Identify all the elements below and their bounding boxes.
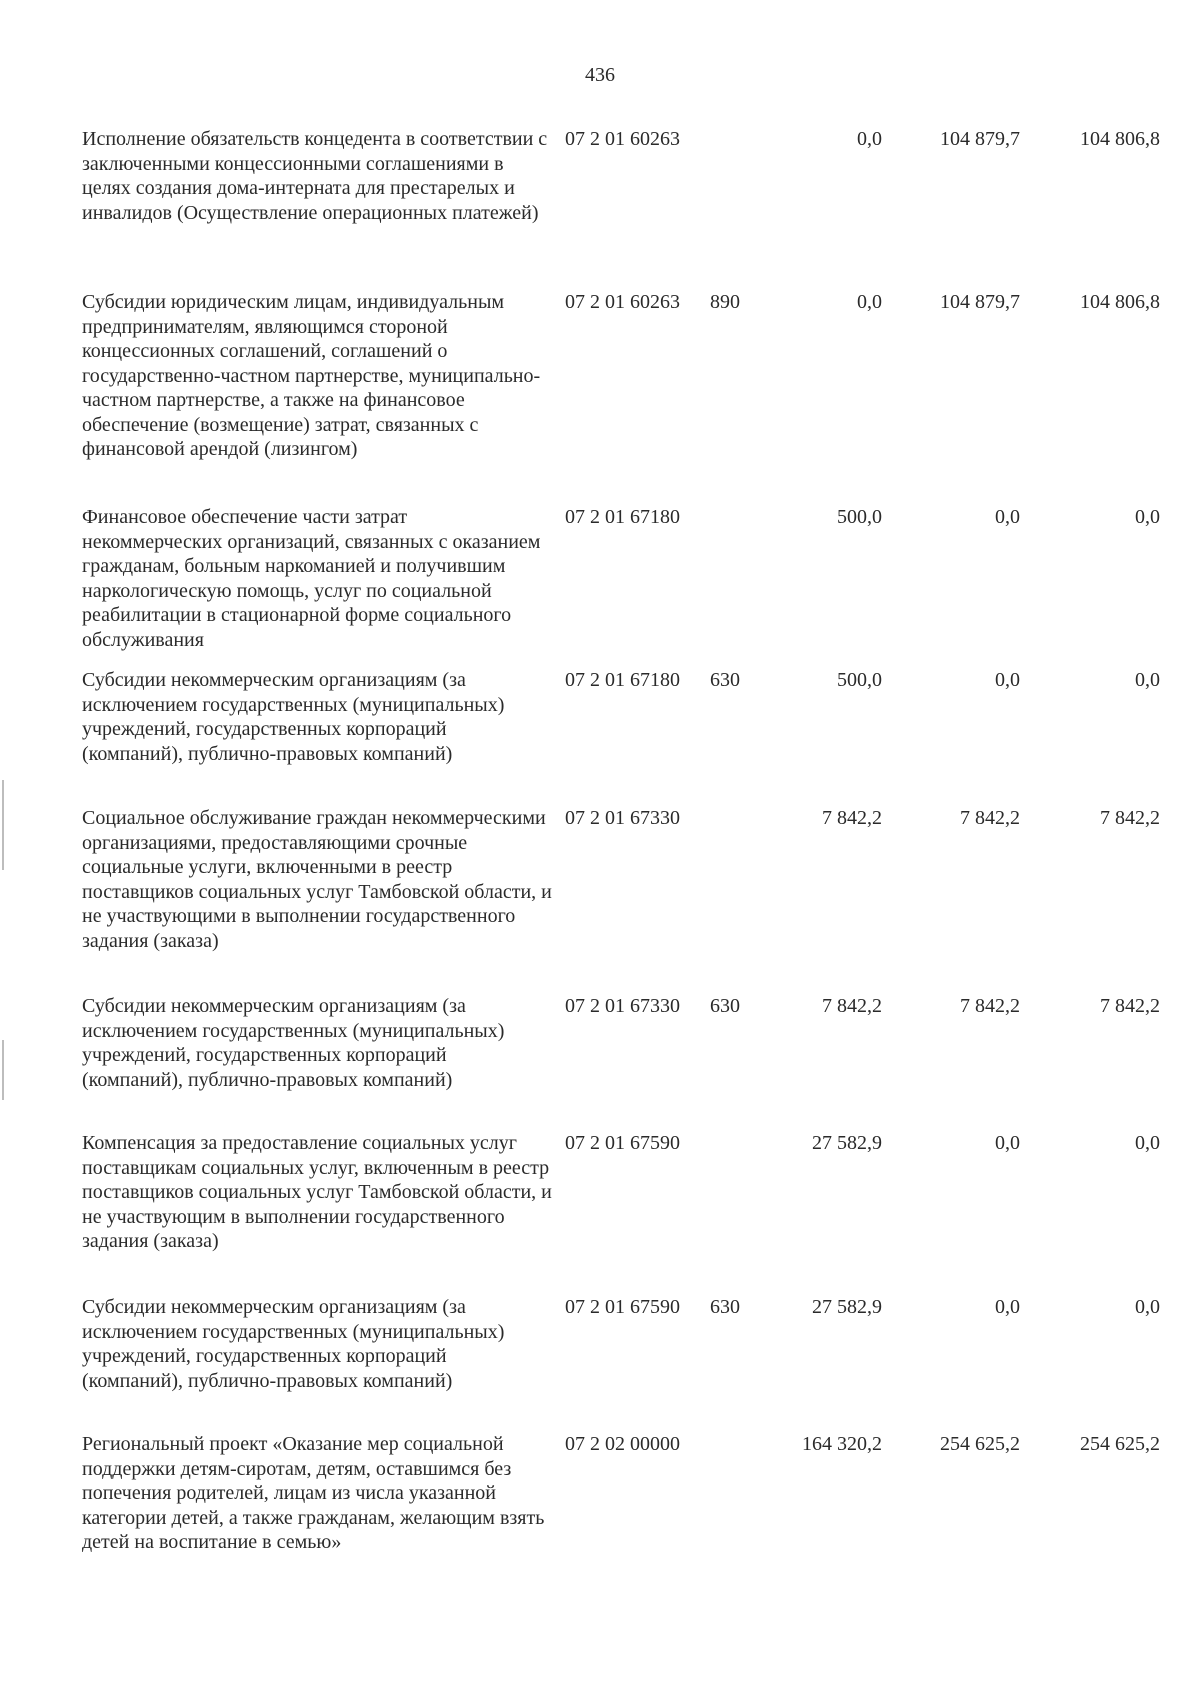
- row-value-3: 104 806,8: [1080, 128, 1160, 150]
- row-target-code: 07 2 01 67330: [565, 995, 680, 1017]
- row-name: Субсидии некоммерческим организациям (за исключением государственных (муниципальных) учреждений, государственных корпораций (компаний), публично-правовых компаний): [82, 995, 505, 1091]
- row-value-2: 0,0: [995, 1296, 1020, 1318]
- row-value-3: 0,0: [1135, 669, 1160, 691]
- row-expense-type: 630: [710, 669, 740, 691]
- row-name: Субсидии юридическим лицам, индивидуальным предпринимателям, являющимся стороной концессионных соглашений, соглашений о государственно-частном партнерстве, муниципально-частном партнерстве, а также на финансовое обеспечение (возмещение) затрат, связанных с финансовой арендой (лизингом): [82, 291, 541, 460]
- row-value-3: 104 806,8: [1080, 291, 1160, 313]
- row-target-code: 07 2 02 00000: [565, 1433, 680, 1455]
- row-value-3: 7 842,2: [1100, 995, 1160, 1017]
- row-value-1: 7 842,2: [822, 807, 882, 829]
- row-value-2: 104 879,7: [940, 128, 1020, 150]
- row-value-1: 27 582,9: [812, 1132, 882, 1154]
- row-value-1: 500,0: [837, 506, 882, 528]
- row-value-2: 254 625,2: [940, 1433, 1020, 1455]
- row-value-2: 0,0: [995, 669, 1020, 691]
- row-value-3: 0,0: [1135, 1132, 1160, 1154]
- row-value-3: 0,0: [1135, 1296, 1160, 1318]
- row-name: Исполнение обязательств концедента в соответствии с заключенными концессионными соглашениями в целях создания дома-интерната для престарелых и инвалидов (Осуществление операционных платежей): [82, 128, 548, 224]
- row-value-3: 7 842,2: [1100, 807, 1160, 829]
- page-number: 436: [585, 64, 615, 86]
- row-value-2: 0,0: [995, 506, 1020, 528]
- row-name: Социальное обслуживание граждан некоммерческими организациями, предоставляющими срочные социальные услуги, включенными в реестр поставщиков социальных услуг Тамбовской области, и не участвующими в выполнении государственного задания (заказа): [82, 807, 552, 952]
- row-target-code: 07 2 01 67590: [565, 1296, 680, 1318]
- row-value-2: 7 842,2: [960, 807, 1020, 829]
- row-value-2: 104 879,7: [940, 291, 1020, 313]
- row-value-1: 0,0: [857, 291, 882, 313]
- row-name: Региональный проект «Оказание мер социальной поддержки детям-сиротам, детям, оставшимся без попечения родителей, лицам из числа указанной категории детей, а также гражданам, желающим взять детей на воспитание в семью»: [82, 1433, 545, 1553]
- row-value-3: 254 625,2: [1080, 1433, 1160, 1455]
- scan-edge-mark: [2, 780, 4, 870]
- scan-edge-mark: [2, 1040, 4, 1100]
- row-expense-type: 630: [710, 995, 740, 1017]
- row-value-1: 7 842,2: [822, 995, 882, 1017]
- row-value-2: 7 842,2: [960, 995, 1020, 1017]
- row-value-1: 0,0: [857, 128, 882, 150]
- row-value-3: 0,0: [1135, 506, 1160, 528]
- row-target-code: 07 2 01 67330: [565, 807, 680, 829]
- row-expense-type: 630: [710, 1296, 740, 1318]
- row-value-1: 164 320,2: [802, 1433, 882, 1455]
- row-value-1: 500,0: [837, 669, 882, 691]
- row-value-1: 27 582,9: [812, 1296, 882, 1318]
- row-value-2: 0,0: [995, 1132, 1020, 1154]
- row-target-code: 07 2 01 67180: [565, 669, 680, 691]
- row-target-code: 07 2 01 60263: [565, 291, 680, 313]
- row-name: Субсидии некоммерческим организациям (за исключением государственных (муниципальных) учреждений, государственных корпораций (компаний), публично-правовых компаний): [82, 669, 505, 765]
- row-name: Финансовое обеспечение части затрат некоммерческих организаций, связанных с оказанием гражданам, больным наркоманией и получившим наркологическую помощь, услуг по социальной реабилитации в стационарной форме социального обслуживания: [82, 506, 541, 651]
- row-name: Компенсация за предоставление социальных услуг поставщикам социальных услуг, включенным в реестр поставщиков социальных услуг Тамбовской области, и не участвующим в выполнении государственного задания (заказа): [82, 1132, 552, 1252]
- row-target-code: 07 2 01 67180: [565, 506, 680, 528]
- row-expense-type: 890: [710, 291, 740, 313]
- row-name: Субсидии некоммерческим организациям (за исключением государственных (муниципальных) учреждений, государственных корпораций (компаний), публично-правовых компаний): [82, 1296, 505, 1392]
- row-target-code: 07 2 01 67590: [565, 1132, 680, 1154]
- row-target-code: 07 2 01 60263: [565, 128, 680, 150]
